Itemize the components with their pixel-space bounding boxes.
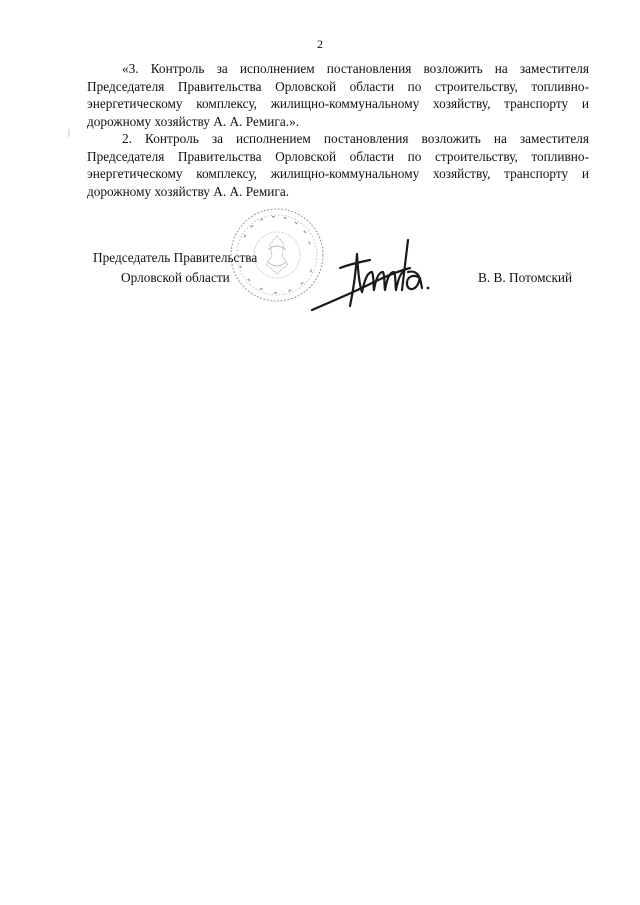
signatory-name: В. В. Потомский <box>478 270 573 285</box>
paragraph-control-clause-3: «3. Контроль за исполнением постановления возложить на заместителя Председателя Правительства Орловской области по строительству, топливно-энергетическому комплексу, жилищно-коммунальному хозяйству, транспорту и дорожному хозяйству А. А. Ремига.». <box>87 61 589 129</box>
paragraph-control-clause-2: 2. Контроль за исполнением постановления возложить на заместителя Председателя Правительства Орловской области по строительству, топливно-энергетическому комплексу, жилищно-коммунальному хозяйству, транспорту и дорожному хозяйству А. А. Ремига. <box>87 131 589 199</box>
signatory-title-line-2: Орловской области <box>121 270 230 285</box>
signatory-title-line-1: Председатель Правительства <box>93 250 258 265</box>
page-number: 2 <box>317 37 323 51</box>
handwritten-signature-icon <box>310 232 440 317</box>
margin-mark-icon <box>67 128 71 138</box>
